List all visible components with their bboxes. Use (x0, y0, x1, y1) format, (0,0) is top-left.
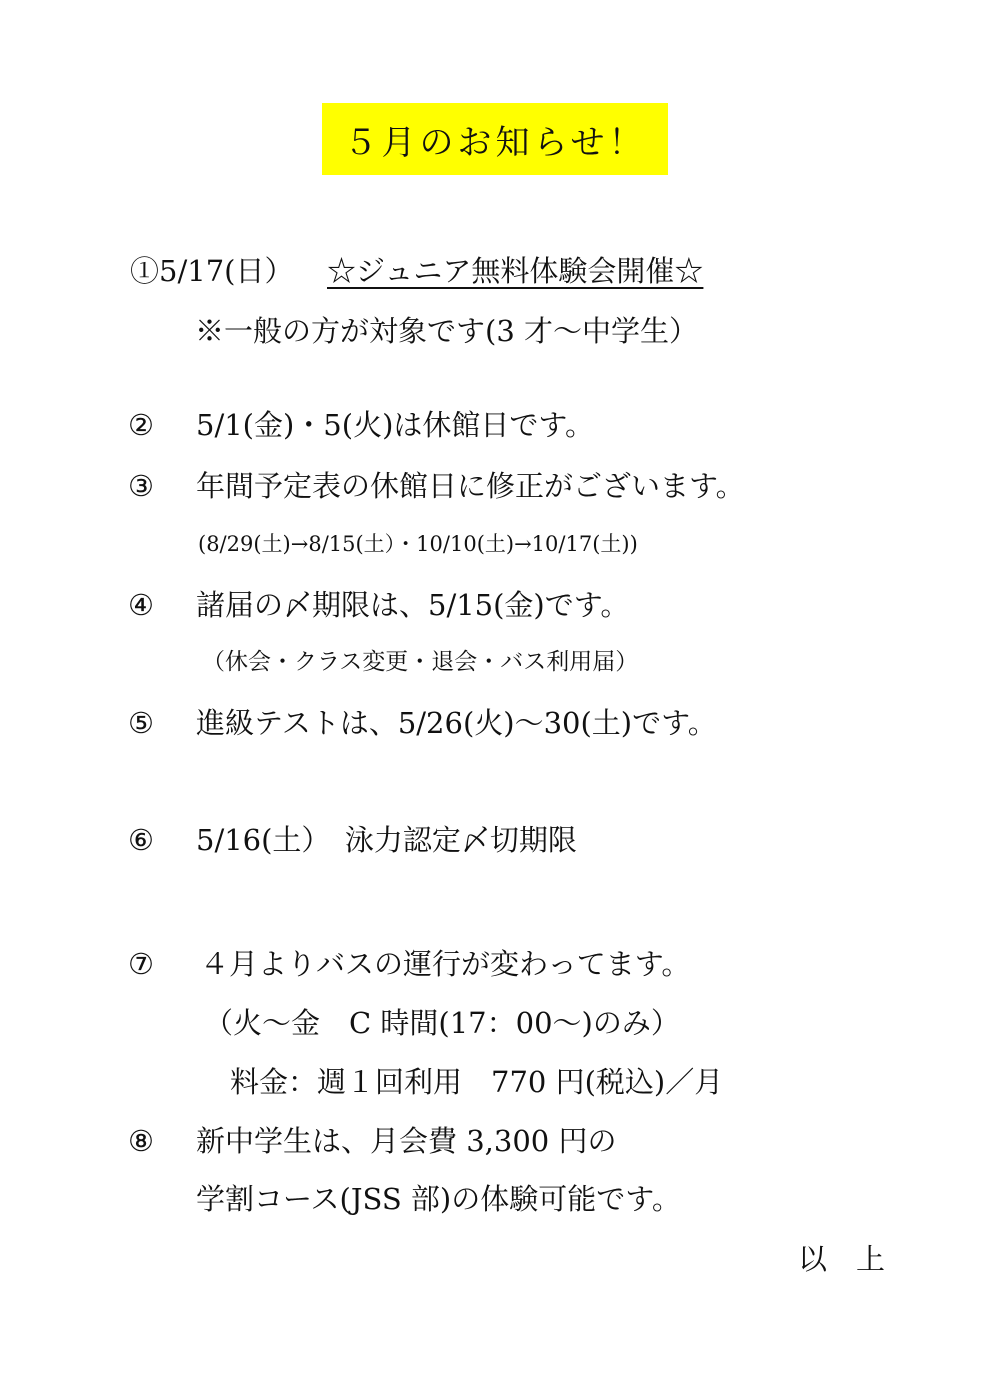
item-8-text: 新中学生は、月会費 3,300 円の (196, 1124, 617, 1158)
item-4-detail: （休会・クラス変更・退会・バス利用届） (202, 649, 639, 675)
item-4-text: 諸届の〆期限は、5/15(金)です。 (196, 588, 630, 622)
item-7-fee: 料金：週１回利用 770 円(税込)／月 (230, 1065, 724, 1099)
item-1-headline: ☆ジュニア無料体験会開催☆ (327, 254, 704, 288)
item-1-note: ※一般の方が対象です(3 才～中学生） (195, 314, 698, 348)
item-1-date-line (130, 254, 294, 288)
item-3-number: ③ (128, 469, 154, 503)
item-6-number: ⑥ (128, 823, 154, 857)
item-3-detail: (8/29(土)→8/15(土）・10/10(土)→10/17(土)) (198, 532, 638, 556)
item-7-schedule: （火～金 C 時間(17：00～)のみ） (204, 1006, 680, 1040)
item-5-text: 進級テストは、5/26(火)～30(土)です。 (196, 706, 717, 740)
page-title: ５月のお知らせ！ (322, 103, 668, 175)
closing-text: 以 上 (798, 1242, 886, 1276)
item-2-text: 5/1(金)・5(火)は休館日です。 (196, 408, 595, 442)
item-6-text: 5/16(土） 泳力認定〆切期限 (196, 823, 577, 857)
item-1-number: ① (130, 254, 160, 288)
item-4-number: ④ (128, 588, 154, 622)
item-1-date: 5/17(日） (159, 254, 294, 288)
item-2-number: ② (128, 408, 154, 442)
item-5-number: ⑤ (128, 706, 154, 740)
item-8-number: ⑧ (128, 1124, 154, 1158)
item-7-number: ⑦ (128, 947, 154, 981)
item-3-text: 年間予定表の休館日に修正がございます。 (196, 469, 745, 503)
item-8-detail: 学割コース(JSS 部)の体験可能です。 (196, 1182, 681, 1216)
item-7-text: ４月よりバスの運行が変わってます。 (200, 947, 691, 981)
